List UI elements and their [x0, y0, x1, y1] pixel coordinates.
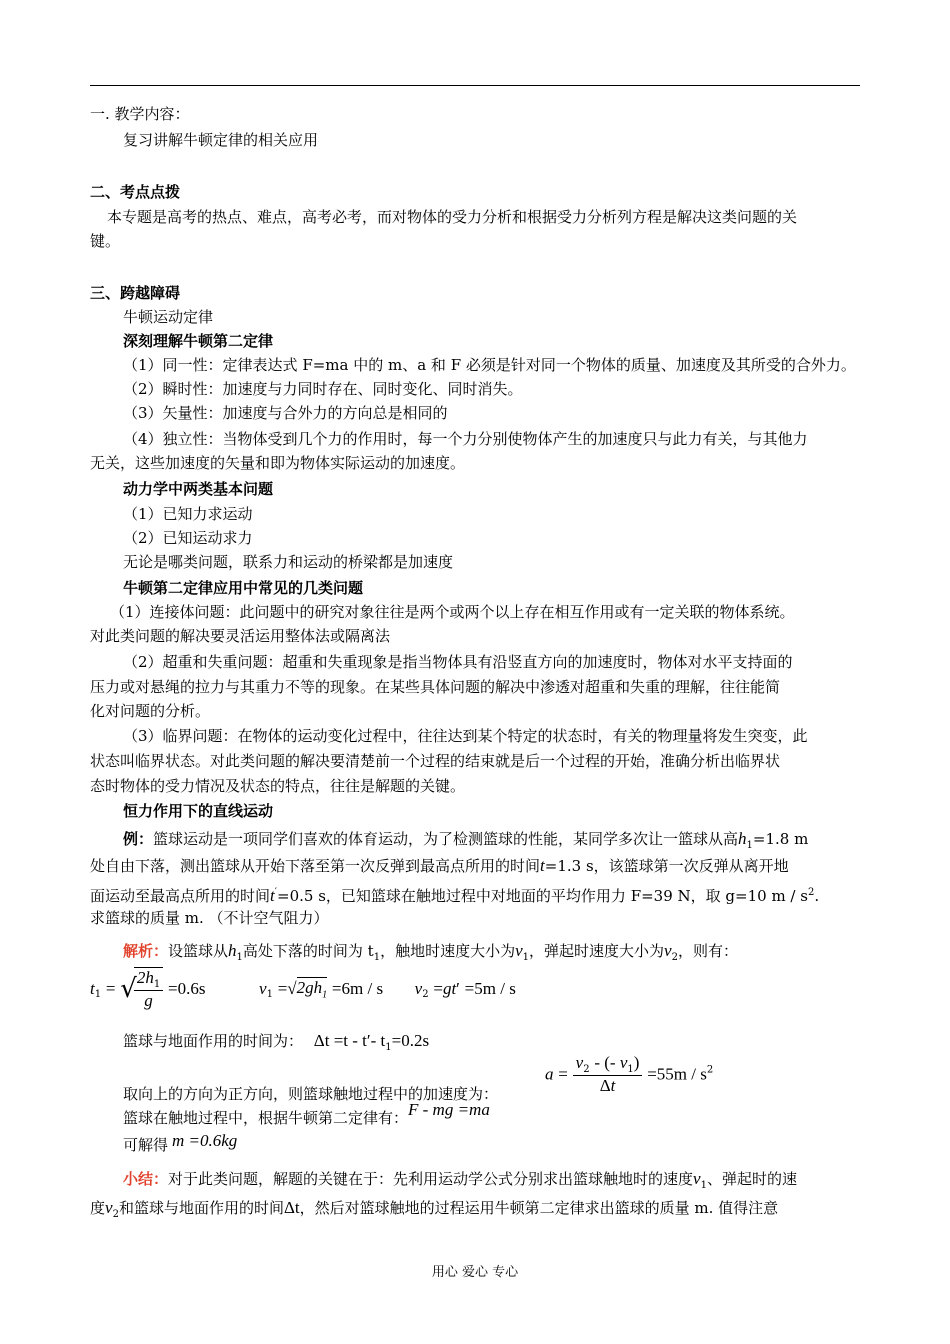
paragraph: （3）临界问题：在物体的运动变化过程中，往往达到某个特定的状态时，有关的物理量将发生突变，此 [123, 727, 808, 745]
paragraph: （4）独立性：当物体受到几个力的作用时，每一个力分别使物体产生的加速度只与此力有关，与其他力 [123, 430, 808, 448]
example-line4: 求篮球的质量 m. （不计空气阻力） [90, 909, 329, 927]
paragraph: （2）瞬时性：加速度与力同时存在、同时变化、同时消失。 [123, 380, 523, 398]
equations-row: $t_1$ = √ $\frac{2h_1}{g}$ =0.6s $v_1 =√2gh_1 =6m / s$ $v_2 =gt' =5m / s$ [90, 968, 516, 1010]
paragraph: 压力或对悬绳的拉力与其重力不等的现象。在某些具体问题的解决中渗透对超重和失重的理解，往往能简 [90, 678, 781, 696]
summary-line1: 小结：对于此类问题，解题的关键在于：先利用运动学公式分别求出篮球触地时的速度$v_1$、弹起时的速 [123, 1169, 797, 1191]
subheading-newton-laws: 牛顿运动定律 [123, 308, 214, 326]
section2-heading: 二、考点点拨 [90, 183, 181, 201]
example-line2: 处自由下落，测出篮球从开始下落至第一次反弹到最高点所用的时间t=1.3 s，该篮球第一次反弹从离开地 [90, 856, 789, 875]
subheading-constant-force: 恒力作用下的直线运动 [123, 802, 274, 820]
paragraph: 化对问题的分析。 [90, 702, 211, 720]
solution-line3: 取向上的方向为正方向，则篮球触地过程中的加速度为： [123, 1085, 499, 1103]
paragraph: 状态叫临界状态。对此类问题的解决要清楚前一个过程的结束就是后一个过程的开始，准确分析出临界状 [90, 752, 781, 770]
section2-para-line2: 键。 [90, 232, 121, 250]
acceleration-equation: a = $\frac{v_2 - (- v_1)}{\Delta t}$ $=55m / s^2$ [545, 1053, 714, 1095]
solution-line5: 可解得 m =0.6kg [123, 1131, 238, 1154]
subheading-common-problems: 牛顿第二定律应用中常见的几类问题 [123, 579, 364, 597]
paragraph: （1）同一性：定律表达式 F=ma 中的 m、a 和 F 必须是针对同一个物体的质量、加速度及其所受的合外力。 [123, 356, 856, 374]
paragraph: 无关，这些加速度的矢量和即为物体实际运动的加速度。 [90, 454, 466, 472]
paragraph: 对此类问题的解决要灵活运用整体法或隔离法 [90, 627, 391, 645]
subheading-second-law: 深刻理解牛顿第二定律 [123, 332, 274, 350]
section1-content: 复习讲解牛顿定律的相关应用 [123, 131, 319, 149]
header-rule [90, 85, 860, 86]
paragraph: （3）矢量性：加速度与合外力的方向总是相同的 [123, 404, 448, 422]
paragraph: （1）连接体问题：此问题中的研究对象往往是两个或两个以上存在相互作用或有一定关联的物体系统。 [110, 603, 795, 621]
section1-heading: 一. 教学内容： [90, 105, 190, 123]
paragraph: （2）超重和失重问题：超重和失重现象是指当物体具有沿竖直方向的加速度时，物体对水平支持面的 [123, 653, 793, 671]
subheading-two-problems: 动力学中两类基本问题 [123, 480, 274, 498]
paragraph: （2）已知运动求力 [123, 529, 253, 547]
solution-line1: 解析：设篮球从$h_1$高处下落的时间为 $t_1$，触地时速度大小为$v_1$，弹起时速度大小为$v_2$，则有： [123, 941, 738, 963]
section2-para-line1: 本专题是高考的热点、难点，高考必考，而对物体的受力分析和根据受力分析列方程是解决这类问题的关 [107, 208, 798, 226]
example-line3: 面运动至最高点所用的时间t′=0.5 s，已知篮球在触地过程中对地面的平均作用力 F=39 N，取 g=10 m / $s^2$. [90, 886, 820, 905]
summary-line2: 度$v_2$和篮球与地面作用的时间Δt，然后对篮球触地的过程运用牛顿第二定律求出篮球的质量 m. 值得注意 [90, 1198, 779, 1220]
example-line1: 例：篮球运动是一项同学们喜欢的体育运动，为了检测篮球的性能，某同学多次让一篮球从高$h_1=1.8$ m [123, 829, 809, 851]
paragraph: 无论是哪类问题，联系力和运动的桥梁都是加速度 [123, 553, 454, 571]
solution-line4: 篮球在触地过程中，根据牛顿第二定律有：F - mg =ma [123, 1100, 490, 1127]
page-footer: 用心 爱心 专心 [431, 1265, 519, 1280]
paragraph: （1）已知力求运动 [123, 505, 253, 523]
paragraph: 态时物体的受力情况及状态的特点，往往是解题的关键。 [90, 777, 466, 795]
solution-line2: 篮球与地面作用的时间为： Δt =t - t′- $t_1=0.2s$ [123, 1031, 430, 1053]
section3-heading: 三、跨越障碍 [90, 284, 181, 302]
